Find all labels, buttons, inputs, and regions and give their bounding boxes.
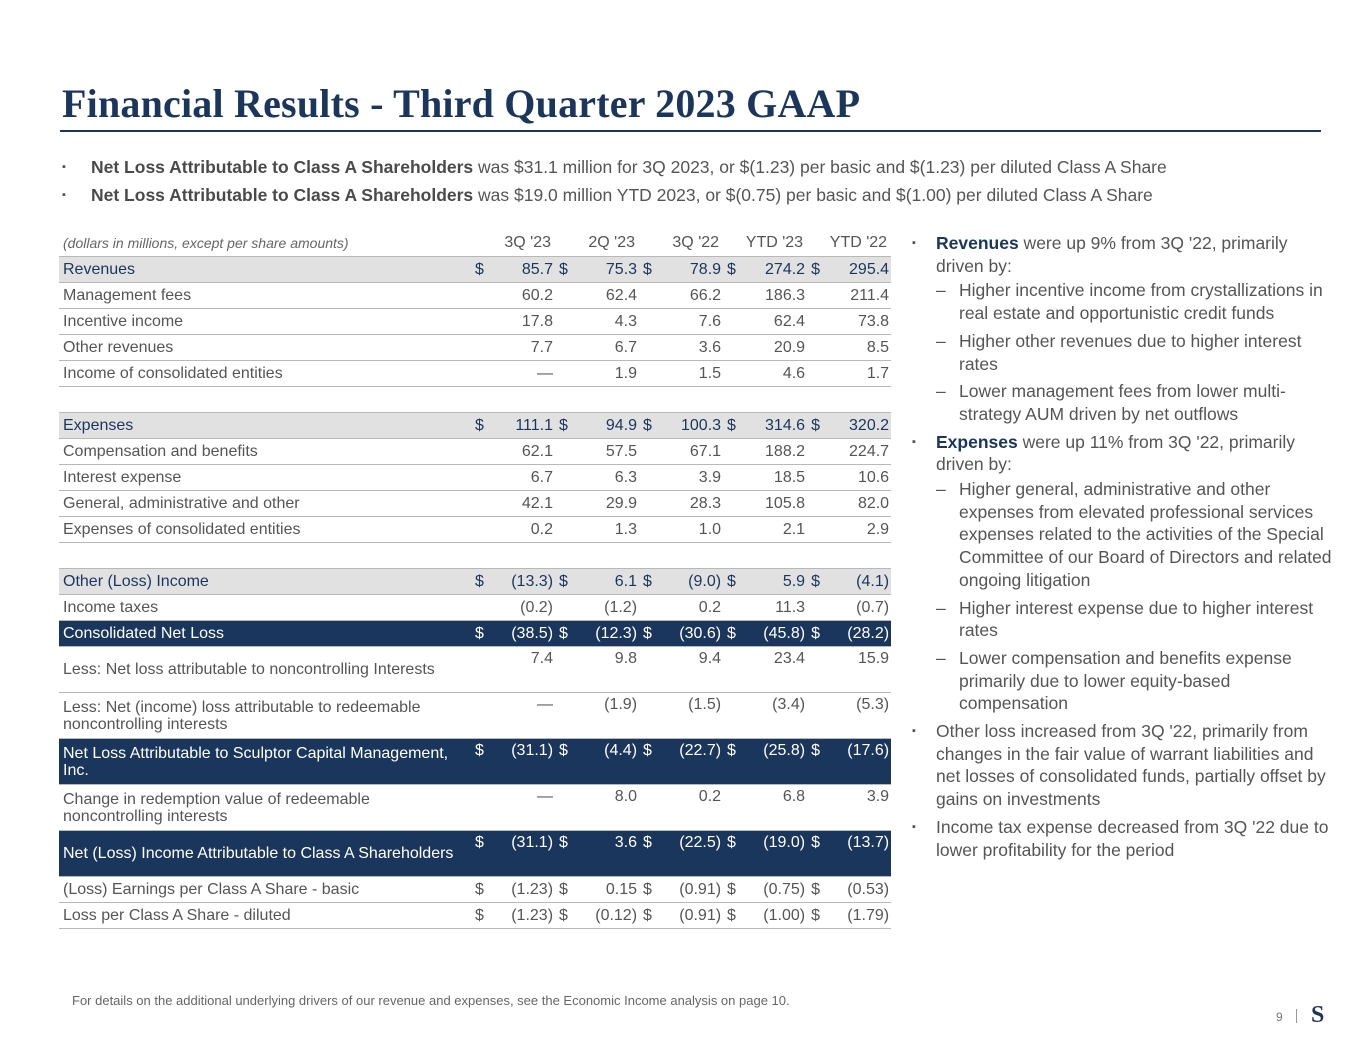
value-cell: 1.7 xyxy=(866,364,890,382)
value-cell: 9.8 xyxy=(614,650,638,667)
value-cell: (1.23) xyxy=(511,880,554,898)
dollar-sign: $ xyxy=(643,260,652,278)
dollar-sign xyxy=(723,465,745,491)
value-cell: 0.2 xyxy=(698,598,722,616)
dollar-sign xyxy=(807,693,829,739)
page-number: 9 xyxy=(1276,1010,1283,1024)
commentary-subitem: – Higher interest expense due to higher interest rates xyxy=(936,597,1332,642)
dollar-sign: $ xyxy=(559,906,568,924)
dollar-sign xyxy=(471,335,493,361)
value-cell: (38.5) xyxy=(511,624,554,642)
table-body xyxy=(59,257,891,929)
dollar-sign: $ xyxy=(475,416,484,434)
value-cell: (0.7) xyxy=(856,598,890,616)
value-cell: 62.1 xyxy=(521,442,554,460)
spacer-cell xyxy=(59,543,891,569)
row-label: Net (Loss) Income Attributable to Class A Shareholders xyxy=(63,845,454,862)
summary-bullet-text: was $31.1 million for 3Q 2023, or $(1.23) per basic and $(1.23) per diluted Class A Share xyxy=(473,157,1167,177)
value-cell: (22.5) xyxy=(679,834,722,851)
dollar-sign xyxy=(723,785,745,831)
row-label: Management fees xyxy=(63,286,192,304)
dollar-sign xyxy=(723,283,745,309)
dollar-sign: $ xyxy=(475,260,484,278)
row-label: Income taxes xyxy=(63,598,159,616)
dollar-sign: $ xyxy=(559,742,568,759)
value-cell: (25.8) xyxy=(763,742,806,759)
dollar-sign: $ xyxy=(643,572,652,590)
value-cell: 85.7 xyxy=(521,260,554,278)
value-cell: (1.23) xyxy=(511,906,554,924)
value-cell: 17.8 xyxy=(521,312,554,330)
title-divider xyxy=(60,130,1321,132)
value-cell: 23.4 xyxy=(773,650,806,667)
table-row xyxy=(59,595,891,621)
value-cell: — xyxy=(537,364,554,382)
value-cell: 78.9 xyxy=(689,260,722,278)
value-cell: (0.2) xyxy=(520,598,554,616)
summary-bullet-text: was $19.0 million YTD 2023, or $(0.75) per basic and $(1.00) per diluted Class A Share xyxy=(473,185,1153,205)
dollar-sign: $ xyxy=(475,880,484,898)
dollar-sign xyxy=(639,785,661,831)
column-header: 2Q '23 xyxy=(588,234,636,251)
commentary-bold: Revenues xyxy=(936,233,1019,253)
commentary-text: Income tax expense decreased from 3Q '22 due to lower profitability for the period xyxy=(936,816,1329,860)
value-cell: 8.0 xyxy=(614,788,638,805)
table-row xyxy=(59,621,891,647)
dollar-sign: $ xyxy=(559,260,568,278)
dollar-sign: $ xyxy=(643,416,652,434)
table-row xyxy=(59,491,891,517)
table-row xyxy=(59,335,891,361)
dollar-sign xyxy=(807,361,829,387)
table-row xyxy=(59,903,891,929)
table-row xyxy=(59,739,891,785)
dollar-sign: $ xyxy=(643,624,652,642)
table-row xyxy=(59,517,891,543)
dollar-sign xyxy=(555,335,577,361)
commentary-subitem: – Higher incentive income from crystallizations in real estate and opportunistic credit funds xyxy=(936,279,1332,324)
dollar-sign xyxy=(807,439,829,465)
dollar-sign: $ xyxy=(475,906,484,924)
table-row xyxy=(59,785,891,831)
value-cell: 29.9 xyxy=(605,494,638,512)
row-label: Revenues xyxy=(63,260,136,278)
value-cell: 10.6 xyxy=(857,468,890,486)
value-cell: 9.4 xyxy=(698,650,722,667)
footnote: For details on the additional underlying drivers of our revenue and expenses, see the Economic Income analysis on page 10. xyxy=(72,993,790,1008)
row-label: Expenses of consolidated entities xyxy=(63,520,301,538)
value-cell: 62.4 xyxy=(773,312,806,330)
dollar-sign xyxy=(723,361,745,387)
value-cell: 1.5 xyxy=(698,364,722,382)
commentary-text: Other loss increased from 3Q '22, primarily from changes in the fair value of warrant liabilities and net losses of consolidated funds, partially offset by gains on investments xyxy=(936,721,1326,810)
dollar-sign: $ xyxy=(643,742,652,759)
dollar-sign xyxy=(807,517,829,543)
value-cell: 7.6 xyxy=(698,312,722,330)
dollar-sign: $ xyxy=(559,834,568,851)
dollar-sign: $ xyxy=(727,572,736,590)
dollar-sign: $ xyxy=(811,742,820,759)
row-label: General, administrative and other xyxy=(63,494,300,512)
value-cell: 57.5 xyxy=(605,442,638,460)
value-cell: 2.1 xyxy=(782,520,806,538)
value-cell: (0.91) xyxy=(679,880,722,898)
table-row xyxy=(59,361,891,387)
row-label: Less: Net loss attributable to noncontrolling Interests xyxy=(63,661,435,678)
dollar-sign xyxy=(471,283,493,309)
value-cell: (1.9) xyxy=(604,696,638,713)
row-label: Loss per Class A Share - diluted xyxy=(63,906,291,924)
table-row xyxy=(59,647,891,693)
commentary-subitem: – Higher other revenues due to higher interest rates xyxy=(936,330,1332,375)
row-label: (Loss) Earnings per Class A Share - basic xyxy=(63,880,360,898)
dollar-sign xyxy=(555,785,577,831)
dollar-sign xyxy=(723,491,745,517)
dollar-sign: $ xyxy=(475,624,484,642)
value-cell: (22.7) xyxy=(679,742,722,759)
value-cell: 28.3 xyxy=(689,494,722,512)
dollar-sign xyxy=(723,335,745,361)
table-row xyxy=(59,309,891,335)
value-cell: (13.7) xyxy=(847,834,890,851)
value-cell: 0.2 xyxy=(530,520,554,538)
dollar-sign: $ xyxy=(475,742,484,759)
row-label: Change in redemption value of redeemable noncontrolling interests xyxy=(63,790,370,825)
row-label: Other revenues xyxy=(63,338,174,356)
dollar-sign xyxy=(555,647,577,693)
dollar-sign: $ xyxy=(811,906,820,924)
value-cell: 211.4 xyxy=(850,286,890,304)
row-label: Net Loss Attributable to Sculptor Capital Management, Inc. xyxy=(63,744,449,779)
value-cell: 60.2 xyxy=(521,286,554,304)
table-header-row xyxy=(59,230,891,257)
dollar-sign xyxy=(471,595,493,621)
value-cell: 111.1 xyxy=(515,416,554,434)
table-row xyxy=(59,465,891,491)
dollar-sign xyxy=(639,595,661,621)
row-label: Compensation and benefits xyxy=(63,442,258,460)
row-label: Incentive income xyxy=(63,312,184,330)
summary-bullet-bold: Net Loss Attributable to Class A Shareholders xyxy=(91,185,474,205)
summary-bullets xyxy=(62,153,1322,209)
value-cell: 3.6 xyxy=(614,834,638,851)
value-cell: 6.8 xyxy=(782,788,806,805)
value-cell: 6.1 xyxy=(614,572,638,590)
dollar-sign xyxy=(555,309,577,335)
dollar-sign: $ xyxy=(811,260,820,278)
dollar-sign: $ xyxy=(727,880,736,898)
dollar-sign xyxy=(723,439,745,465)
dollar-sign xyxy=(639,335,661,361)
dollar-sign: $ xyxy=(727,834,736,851)
dollar-sign: $ xyxy=(811,624,820,642)
value-cell: 11.3 xyxy=(775,598,806,616)
commentary-bullet xyxy=(912,431,1332,715)
row-label: Other (Loss) Income xyxy=(63,572,209,590)
value-cell: (30.6) xyxy=(679,624,722,642)
value-cell: (5.3) xyxy=(856,696,890,713)
dollar-sign xyxy=(471,439,493,465)
dollar-sign xyxy=(807,283,829,309)
value-cell: 0.15 xyxy=(605,880,638,898)
commentary-text: were up 9% from 3Q '22, primarily driven by: xyxy=(936,233,1288,276)
row-label: Expenses xyxy=(63,416,134,434)
dollar-sign xyxy=(639,517,661,543)
dollar-sign xyxy=(639,465,661,491)
footer-divider xyxy=(1296,1009,1297,1023)
value-cell: 0.2 xyxy=(698,788,722,805)
column-header: 3Q '22 xyxy=(672,234,720,251)
dollar-sign: $ xyxy=(811,572,820,590)
dollar-sign xyxy=(723,595,745,621)
table-row xyxy=(59,569,891,595)
summary-bullet xyxy=(62,181,1322,209)
value-cell: 82.0 xyxy=(857,494,890,512)
row-label: Less: Net (income) loss attributable to redeemable noncontrolling interests xyxy=(63,698,421,733)
dollar-sign xyxy=(807,785,829,831)
dollar-sign xyxy=(471,693,493,739)
dollar-sign xyxy=(807,491,829,517)
value-cell: 188.2 xyxy=(765,442,806,460)
value-cell: (1.00) xyxy=(763,906,806,924)
value-cell: 4.6 xyxy=(782,364,806,382)
value-cell: 94.9 xyxy=(605,416,638,434)
dollar-sign: $ xyxy=(727,906,736,924)
value-cell: (0.75) xyxy=(763,880,806,898)
value-cell: 105.8 xyxy=(765,494,806,512)
row-label: Consolidated Net Loss xyxy=(63,624,224,642)
dollar-sign xyxy=(807,647,829,693)
value-cell: (31.1) xyxy=(511,834,554,851)
dollar-sign xyxy=(639,283,661,309)
dollar-sign xyxy=(807,335,829,361)
table-row xyxy=(59,283,891,309)
summary-bullet-bold: Net Loss Attributable to Class A Shareholders xyxy=(91,157,474,177)
dollar-sign: $ xyxy=(559,416,568,434)
value-cell: 6.3 xyxy=(614,468,638,486)
dollar-sign: $ xyxy=(727,260,736,278)
table-row xyxy=(59,413,891,439)
value-cell: 2.9 xyxy=(866,520,890,538)
dollar-sign: $ xyxy=(643,906,652,924)
sculptor-logo: S xyxy=(1311,1002,1325,1028)
table-row xyxy=(59,693,891,739)
commentary-subitem: – Higher general, administrative and other expenses from elevated professional services expenses related to the activities of the Special Committee of our Board of Directors and related ongoing litigation xyxy=(936,478,1332,592)
value-cell: (9.0) xyxy=(688,572,722,590)
value-cell: 186.3 xyxy=(765,286,806,304)
dollar-sign xyxy=(471,517,493,543)
row-label: Income of consolidated entities xyxy=(63,364,283,382)
dollar-sign xyxy=(639,361,661,387)
dollar-sign xyxy=(807,309,829,335)
spacer-row xyxy=(59,387,891,413)
value-cell: (28.2) xyxy=(847,624,890,642)
value-cell: — xyxy=(537,788,554,805)
dollar-sign xyxy=(723,647,745,693)
table-row xyxy=(59,439,891,465)
dollar-sign xyxy=(555,439,577,465)
value-cell: 8.5 xyxy=(866,338,890,356)
dollar-sign: $ xyxy=(811,416,820,434)
dollar-sign: $ xyxy=(727,624,736,642)
dollar-sign xyxy=(471,361,493,387)
value-cell: (0.53) xyxy=(847,880,890,898)
commentary-sublist xyxy=(936,279,1332,425)
dollar-sign xyxy=(723,517,745,543)
dollar-sign xyxy=(639,693,661,739)
value-cell: 3.9 xyxy=(698,468,722,486)
unit-note: (dollars in millions, except per share amounts) xyxy=(63,235,349,251)
dollar-sign: $ xyxy=(811,880,820,898)
dollar-sign: $ xyxy=(727,742,736,759)
value-cell: 20.9 xyxy=(773,338,806,356)
value-cell: 320.2 xyxy=(849,416,890,434)
value-cell: (17.6) xyxy=(847,742,890,759)
dollar-sign xyxy=(555,517,577,543)
dollar-sign xyxy=(555,595,577,621)
column-header: YTD '22 xyxy=(829,234,888,251)
commentary-bullet xyxy=(912,232,1332,426)
dollar-sign xyxy=(723,693,745,739)
value-cell: 6.7 xyxy=(530,468,554,486)
value-cell: 1.0 xyxy=(698,520,722,538)
column-header: 3Q '23 xyxy=(504,234,552,251)
dollar-sign xyxy=(555,465,577,491)
value-cell: (12.3) xyxy=(595,624,638,642)
value-cell: 100.3 xyxy=(681,416,722,434)
value-cell: (4.4) xyxy=(604,742,638,759)
spacer-cell xyxy=(59,387,891,413)
table-row xyxy=(59,257,891,283)
value-cell: 295.4 xyxy=(849,260,890,278)
value-cell: 73.8 xyxy=(857,312,890,330)
value-cell: 4.3 xyxy=(614,312,638,330)
value-cell: 3.6 xyxy=(698,338,722,356)
commentary-bullets xyxy=(912,232,1332,866)
value-cell: 75.3 xyxy=(605,260,638,278)
value-cell: 6.7 xyxy=(614,338,638,356)
dollar-sign xyxy=(471,309,493,335)
value-cell: 7.4 xyxy=(530,650,554,667)
value-cell: (45.8) xyxy=(763,624,806,642)
dollar-sign xyxy=(555,283,577,309)
commentary-bullet xyxy=(912,720,1332,811)
summary-bullet xyxy=(62,153,1322,181)
value-cell: 67.1 xyxy=(689,442,722,460)
dollar-sign xyxy=(639,647,661,693)
commentary-sublist xyxy=(936,478,1332,715)
dollar-sign xyxy=(555,693,577,739)
dollar-sign xyxy=(471,647,493,693)
dollar-sign: $ xyxy=(727,416,736,434)
value-cell: (31.1) xyxy=(511,742,554,759)
dollar-sign: $ xyxy=(475,834,484,851)
dollar-sign xyxy=(471,491,493,517)
commentary-bold: Expenses xyxy=(936,431,1018,452)
value-cell: 42.1 xyxy=(521,494,554,512)
dollar-sign xyxy=(471,465,493,491)
value-cell: (19.0) xyxy=(763,834,806,851)
dollar-sign: $ xyxy=(559,624,568,642)
dollar-sign xyxy=(639,491,661,517)
column-header: YTD '23 xyxy=(745,234,804,251)
dollar-sign xyxy=(471,785,493,831)
row-label: Interest expense xyxy=(63,468,182,486)
value-cell: (3.4) xyxy=(772,696,806,713)
value-cell: 1.3 xyxy=(614,520,638,538)
value-cell: 18.5 xyxy=(773,468,806,486)
value-cell: (13.3) xyxy=(511,572,554,590)
value-cell: 1.9 xyxy=(614,364,638,382)
dollar-sign xyxy=(639,309,661,335)
table-row xyxy=(59,877,891,903)
value-cell: (1.5) xyxy=(688,696,722,713)
commentary-subitem: – Lower management fees from lower multi-strategy AUM driven by net outflows xyxy=(936,380,1332,425)
value-cell: 274.2 xyxy=(765,260,806,278)
value-cell: 62.4 xyxy=(605,286,638,304)
value-cell: — xyxy=(537,696,554,713)
commentary-subitem: – Lower compensation and benefits expense primarily due to lower equity-based compensation xyxy=(936,647,1332,715)
value-cell: 5.9 xyxy=(782,572,806,590)
dollar-sign xyxy=(639,439,661,465)
value-cell: 314.6 xyxy=(765,416,806,434)
commentary-bullet xyxy=(912,816,1332,861)
dollar-sign xyxy=(807,465,829,491)
value-cell: 66.2 xyxy=(689,286,722,304)
value-cell: (1.2) xyxy=(604,598,638,616)
value-cell: (4.1) xyxy=(856,572,890,590)
dollar-sign: $ xyxy=(643,834,652,851)
dollar-sign: $ xyxy=(559,880,568,898)
commentary-text: were up 11% from 3Q '22, primarily driven by: xyxy=(936,431,1296,475)
dollar-sign xyxy=(555,491,577,517)
value-cell: (0.12) xyxy=(595,906,638,924)
value-cell: 7.7 xyxy=(530,338,554,356)
dollar-sign: $ xyxy=(559,572,568,590)
value-cell: 3.9 xyxy=(866,788,890,805)
dollar-sign: $ xyxy=(643,880,652,898)
page-title: Financial Results - Third Quarter 2023 GAAP xyxy=(62,81,861,126)
value-cell: (0.91) xyxy=(679,906,722,924)
table-row xyxy=(59,831,891,877)
dollar-sign xyxy=(723,309,745,335)
dollar-sign xyxy=(555,361,577,387)
value-cell: (1.79) xyxy=(847,906,890,924)
dollar-sign: $ xyxy=(475,572,484,590)
dollar-sign: $ xyxy=(811,834,820,851)
value-cell: 224.7 xyxy=(849,442,890,460)
dollar-sign xyxy=(807,595,829,621)
value-cell: 15.9 xyxy=(857,650,890,667)
financial-results-table xyxy=(59,230,891,929)
spacer-row xyxy=(59,543,891,569)
